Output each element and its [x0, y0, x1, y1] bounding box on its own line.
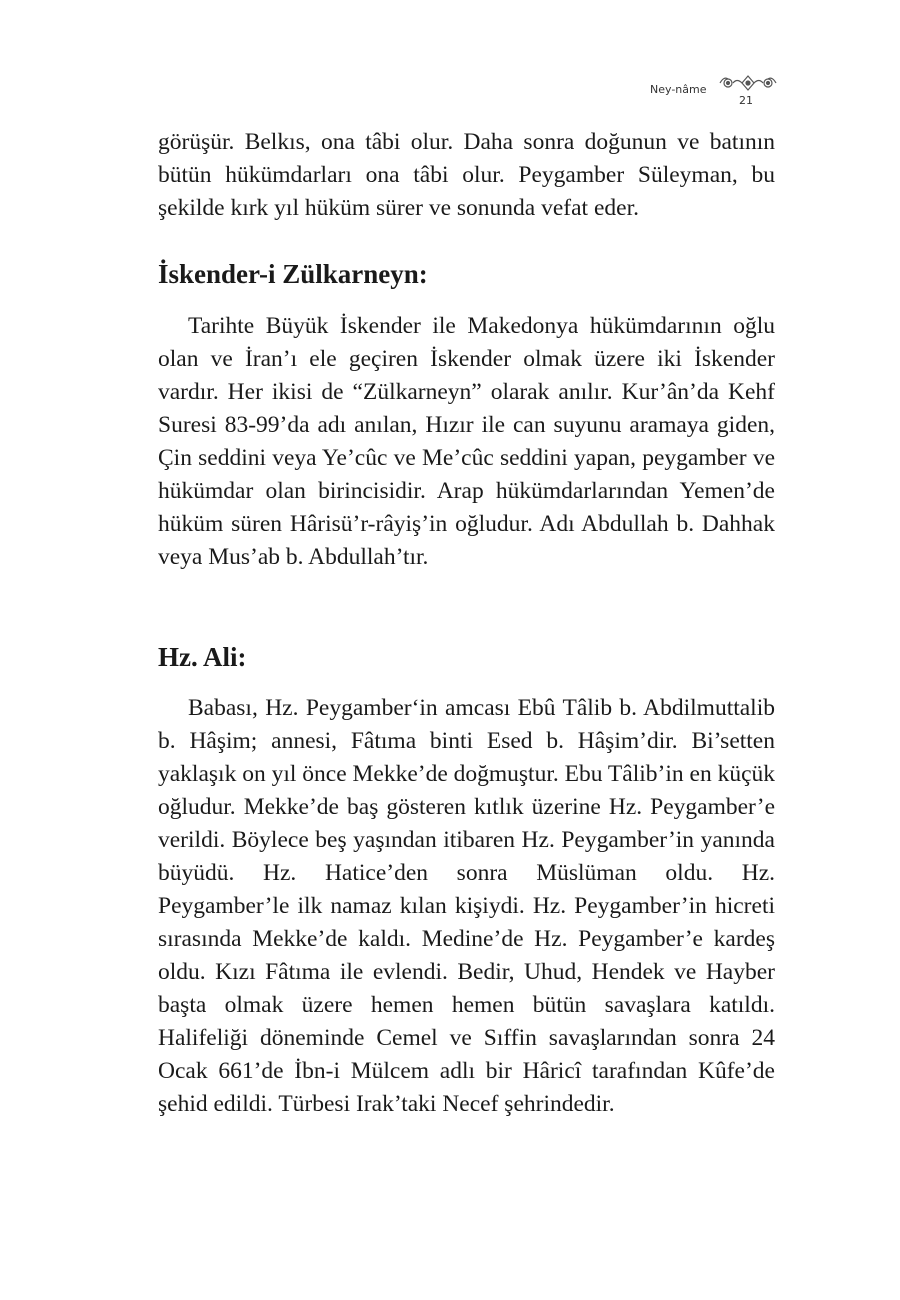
- page-header: [640, 70, 790, 110]
- paragraph-continuation: görüşür. Belkıs, ona tâbi olur. Daha sonra doğunun ve batının bütün hükümdarları ona tâbi olur. Peygamber Süleyman, bu şekilde kırk yıl hüküm sürer ve sonunda vefat eder.: [158, 129, 775, 221]
- section-heading-ali: Hz. Ali:: [158, 642, 247, 672]
- paragraph-ali: Babası, Hz. Peygamber‘in amcası Ebû Tâlib b. Abdilmuttalib b. Hâşim; annesi, Fâtıma binti Esed b. Hâşim’dir. Bi’setten yaklaşık on yıl önce Mekke’de doğmuştur. Ebu Tâlib’in en küçük oğludur. Mekke’de baş gösteren kıtlık üzerine Hz. Peygamber’e verildi. Böylece beş yaşından itibaren Hz. Peygamber’in yanında büyüdü. Hz. Hatice’den sonra Müslüman oldu. Hz. Peygamber’le ilk namaz kılan kişiydi. Hz. Peygamber’in hicreti sırasında Mekke’de kaldı. Medine’de Hz. Peygamber’e kardeş oldu. Kızı Fâtıma ile evlendi. Bedir, Uhud, Hendek ve Hayber başta olmak üzere hemen hemen bütün savaşlara katıldı. Halifeliği döneminde Cemel ve Sıffin savaşlarından sonra 24 Ocak 661’de İbn-i Mülcem adlı bir Hâricî tarafından Kûfe’de şehid edildi. Türbesi Irak’taki Necef şehrindedir.: [158, 695, 775, 1117]
- section-heading-iskender: İskender-i Zülkarneyn:: [158, 259, 428, 289]
- paragraph-iskender: Tarihte Büyük İskender ile Makedonya hükümdarının oğlu olan ve İran’ı ele geçiren İskender olmak üzere iki İskender vardır. Her ikisi de “Zülkarneyn” olarak anılır. Kur’ân’da Kehf Suresi 83-99’da adı anılan, Hızır ile can suyunu aramaya giden, Çin seddini veya Ye’cûc ve Me’cûc seddini yapan, peygamber ve hükümdar olan birincisidir. Arap hükümdarlarından Yemen’de hüküm süren Hârisü’r-râyiş’in oğludur. Adı Abdullah b. Dahhak veya Mus’ab b. Abdullah’tır.: [158, 313, 775, 570]
- running-title: Ney-nâme: [650, 83, 707, 96]
- page-number: 21: [739, 94, 753, 107]
